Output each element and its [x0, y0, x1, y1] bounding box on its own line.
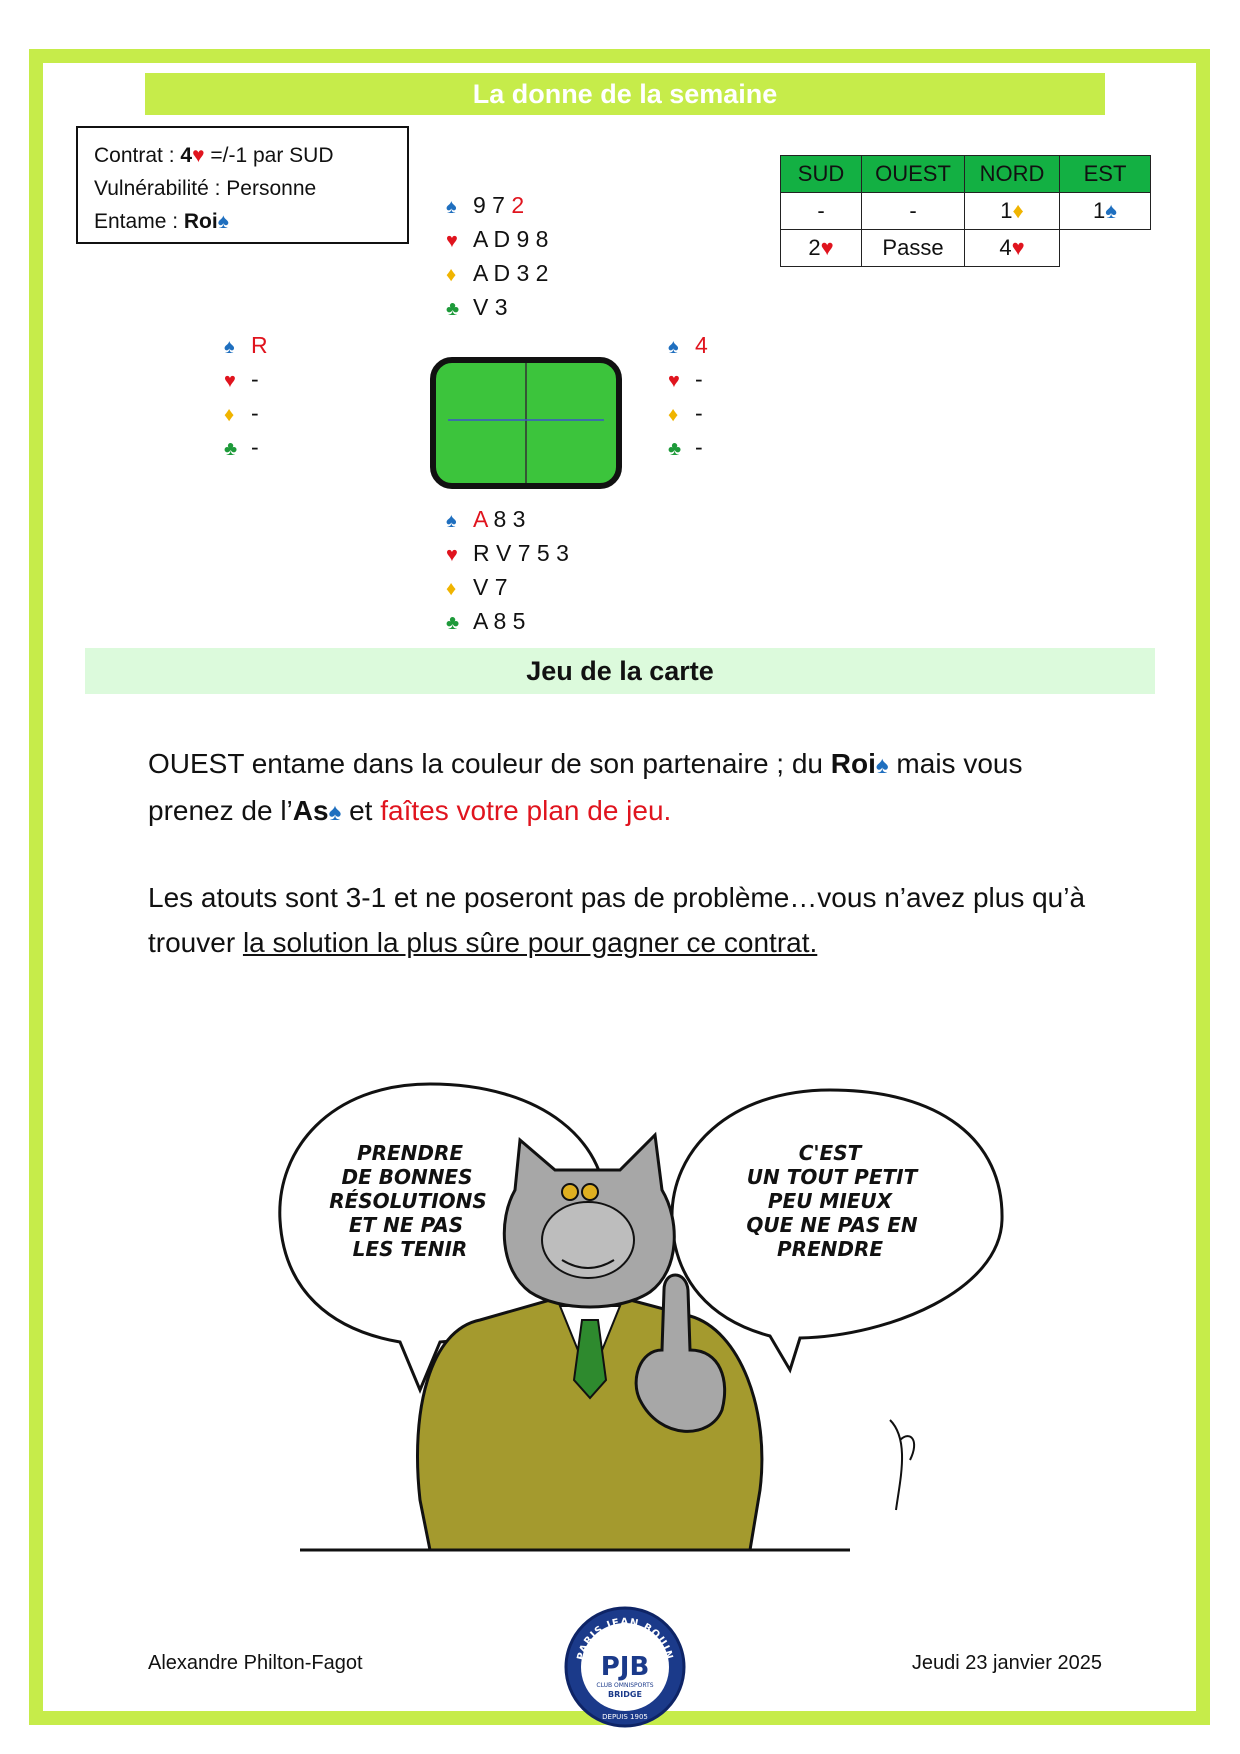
- east-spades: [668, 328, 708, 362]
- bid-level: 1: [1093, 198, 1106, 223]
- heart-icon: ♥: [446, 544, 458, 566]
- east-clubs-cards: -: [695, 434, 703, 460]
- north-spades-red-card: 2: [511, 192, 525, 218]
- heart-icon: ♥: [192, 144, 205, 167]
- south-hand: [446, 502, 569, 638]
- right-bubble-line: C'EST: [798, 1141, 862, 1165]
- paragraph-underlined-text: la solution la plus sûre pour gagner ce contrat.: [242, 927, 818, 958]
- east-clubs: [668, 430, 708, 464]
- north-diamonds-cards: A D 3 2: [473, 260, 549, 286]
- cat-eye: [562, 1184, 578, 1200]
- club-icon: ♣: [446, 298, 460, 320]
- contract-box: [76, 126, 409, 244]
- paragraph-1: [148, 741, 1108, 835]
- bidding-header-ouest: OUEST: [862, 156, 965, 193]
- heart-icon: ♥: [668, 370, 680, 392]
- lead-line: [94, 205, 391, 238]
- left-bubble-line: PRENDRE: [356, 1141, 464, 1165]
- bid-cell: [965, 193, 1060, 230]
- club-icon: ♣: [224, 438, 238, 460]
- south-spades: [446, 502, 569, 536]
- south-diamonds-cards: V 7: [473, 574, 508, 600]
- east-hearts: [668, 362, 708, 396]
- west-diamonds: [224, 396, 268, 430]
- paragraph-bold-as: As: [292, 795, 329, 826]
- contract-line: [94, 139, 391, 172]
- bid-level: 4: [999, 235, 1012, 260]
- diamond-icon: ♦: [224, 404, 235, 426]
- section-title: Jeu de la carte: [85, 648, 1155, 694]
- south-hearts: [446, 536, 569, 570]
- bid-level: 2: [808, 235, 821, 260]
- east-hearts-cards: -: [695, 366, 703, 392]
- left-bubble-line: DE BONNES: [341, 1165, 473, 1189]
- spade-icon: ♠: [446, 196, 457, 218]
- logo-sub2: BRIDGE: [608, 1690, 642, 1699]
- page-title: La donne de la semaine: [145, 73, 1105, 115]
- cat-muzzle: [542, 1202, 634, 1278]
- right-bubble-line: PRENDRE: [776, 1237, 884, 1261]
- bidding-header-row: [781, 156, 1151, 193]
- north-hearts-cards: A D 9 8: [473, 226, 549, 252]
- bidding-row: [781, 193, 1151, 230]
- bid-cell: -: [781, 193, 862, 230]
- west-hearts-cards: -: [251, 366, 259, 392]
- spade-icon: ♠: [875, 752, 889, 779]
- south-spades-red-card: A: [473, 506, 488, 532]
- bridge-table-graphic: [430, 357, 622, 489]
- east-diamonds: [668, 396, 708, 430]
- artist-signature: [890, 1420, 914, 1510]
- lead-card: Roi: [183, 210, 218, 233]
- north-clubs: [446, 290, 548, 324]
- logo-top-text: PARIS JEAN BOUIN: [575, 1616, 675, 1662]
- diamond-icon: ♦: [446, 264, 457, 286]
- lead-label: Entame :: [94, 210, 184, 233]
- paragraph-2: [148, 875, 1108, 965]
- logo-initials: PJB: [600, 1652, 650, 1682]
- bidding-table: [780, 155, 1151, 267]
- left-bubble-line: LES TENIR: [352, 1237, 468, 1261]
- north-spades: [446, 188, 548, 222]
- footer-author: Alexandre Philton-Fagot: [148, 1652, 363, 1674]
- club-icon: ♣: [668, 438, 682, 460]
- bidding-header-sud: SUD: [781, 156, 862, 193]
- left-bubble-line: RÉSOLUTIONS: [329, 1189, 487, 1213]
- south-hearts-cards: R V 7 5 3: [473, 540, 569, 566]
- bid-cell: [965, 230, 1060, 267]
- paragraph-text: et: [341, 795, 381, 826]
- diamond-icon: ♦: [446, 578, 457, 600]
- left-bubble-line: ET NE PAS: [348, 1213, 464, 1237]
- right-bubble-line: QUE NE PAS EN: [746, 1213, 918, 1237]
- spade-icon: ♠: [224, 336, 235, 358]
- cartoon-illustration: [270, 1080, 1010, 1580]
- right-bubble-line: UN TOUT PETIT: [746, 1165, 918, 1189]
- contract-level: 4: [180, 144, 193, 167]
- south-clubs-cards: A 8 5: [473, 608, 526, 634]
- east-diamonds-cards: -: [695, 400, 703, 426]
- bid-level: 1: [1000, 198, 1013, 223]
- south-spades-cards: 8 3: [487, 506, 526, 532]
- cat-eye: [582, 1184, 598, 1200]
- bidding-header-nord: NORD: [965, 156, 1060, 193]
- heart-icon: ♥: [446, 230, 458, 252]
- bidding-header-est: EST: [1060, 156, 1151, 193]
- diamond-icon: ♦: [1012, 198, 1024, 223]
- paragraph-text: OUEST entame dans la couleur de son partenaire ; du: [148, 748, 831, 779]
- west-clubs: [224, 430, 268, 464]
- paragraph-red-text: faîtes votre plan de jeu.: [380, 795, 672, 826]
- logo-since: DEPUIS 1905: [602, 1713, 648, 1721]
- heart-icon: ♥: [1011, 235, 1025, 260]
- paragraph-text: Les atouts sont 3-1 et ne poseront pas de problème…vous n’avez plus qu’à trouver: [148, 882, 1086, 958]
- west-hearts: [224, 362, 268, 396]
- right-bubble-line: PEU MIEUX: [767, 1189, 893, 1213]
- heart-icon: ♥: [820, 235, 834, 260]
- vulnerability-line: Vulnérabilité : Personne: [94, 177, 317, 200]
- north-diamonds: [446, 256, 548, 290]
- diamond-icon: ♦: [668, 404, 679, 426]
- logo-sub1: CLUB OMNISPORTS: [596, 1682, 654, 1689]
- bid-cell: [1060, 193, 1151, 230]
- paragraph-bold-roi: Roi: [830, 748, 876, 779]
- heart-icon: ♥: [224, 370, 236, 392]
- bidding-row: [781, 230, 1151, 267]
- north-spades-cards: 9 7: [473, 192, 512, 218]
- club-icon: ♣: [446, 612, 460, 634]
- bid-cell: Passe: [862, 230, 965, 267]
- paragraph-text: mais vous prenez de l’: [148, 748, 1023, 826]
- north-clubs-cards: V 3: [473, 294, 508, 320]
- south-clubs: [446, 604, 569, 638]
- spade-icon: ♠: [446, 510, 457, 532]
- spade-icon: ♠: [1105, 198, 1117, 223]
- spade-icon: ♠: [328, 799, 342, 826]
- north-hearts: [446, 222, 548, 256]
- contract-label: Contrat :: [94, 144, 181, 167]
- bid-cell: -: [862, 193, 965, 230]
- west-spades-cards: R: [251, 332, 268, 358]
- table-cross: [436, 363, 616, 483]
- bid-cell-empty: [1060, 230, 1151, 267]
- west-diamonds-cards: -: [251, 400, 259, 426]
- east-hand: [668, 328, 708, 464]
- contract-result: =/-1 par SUD: [204, 144, 334, 167]
- bid-cell: [781, 230, 862, 267]
- spade-icon: ♠: [668, 336, 679, 358]
- east-spades-cards: 4: [695, 332, 708, 358]
- club-logo: [563, 1605, 687, 1729]
- west-clubs-cards: -: [251, 434, 259, 460]
- west-hand: [224, 328, 268, 464]
- spade-icon: ♠: [217, 210, 229, 233]
- west-spades: [224, 328, 268, 362]
- north-hand: [446, 188, 548, 324]
- footer-date: Jeudi 23 janvier 2025: [911, 1652, 1102, 1674]
- south-diamonds: [446, 570, 569, 604]
